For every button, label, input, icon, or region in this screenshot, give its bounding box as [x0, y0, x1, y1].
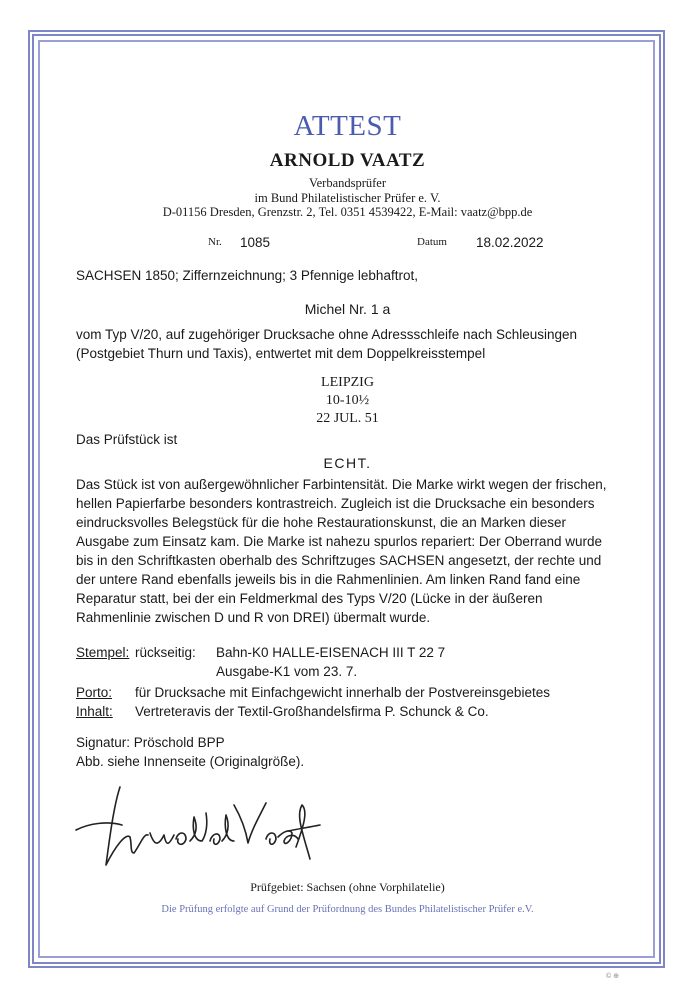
- michel-number: Michel Nr. 1 a: [304, 301, 391, 317]
- examiner-name: ARNOLD VAATZ: [269, 150, 426, 171]
- verdict-line: eindrucksvolles Belegstück für die hohe Restaurationskunst, die an Marken dieser: [76, 515, 567, 530]
- stempel-value-1: Bahn-K0 HALLE-EISENACH III T 22 7: [216, 645, 446, 660]
- porto-value: für Drucksache mit Einfachgewicht innerhalb der Postvereinsgebietes: [135, 685, 550, 700]
- copyright-mark: [606, 972, 619, 980]
- item-type-line: vom Typ V/20, auf zugehöriger Drucksache ohne Adressschleife nach Schleusingen: [76, 327, 578, 342]
- nr-value: 1085: [240, 235, 271, 250]
- nr-label: Nr.: [208, 236, 222, 248]
- verdict-line: hellen Papierfarbe besonders kontrastreich. Zugleich ist die Drucksache ein besonders: [76, 496, 595, 511]
- postmark-time: 10-10½: [325, 393, 370, 408]
- stempel-label: Stempel:: [76, 645, 130, 660]
- inhalt-label: Inhalt:: [76, 704, 113, 719]
- verdict-line: bis in den Schriftkasten oberhalb des Schriftzuges SACHSEN angesetzt, der rechte und: [76, 553, 602, 568]
- verdict-line: Das Stück ist von außergewöhnlicher Farbintensität. Die Marke wirkt wegen der frischen,: [76, 477, 607, 492]
- verdict-line: der untere Rand ebenfalls jeweils bis in die Rahmenlinien. Am linken Rand fand eine: [76, 572, 581, 587]
- porto-label: Porto:: [76, 685, 113, 700]
- examiner-association: im Bund Philatelistischer Prüfer e. V.: [254, 191, 441, 205]
- item-description: SACHSEN 1850; Ziffernzeichnung; 3 Pfennige lebhaftrot,: [76, 268, 418, 283]
- datum-value: 18.02.2022: [476, 235, 544, 250]
- examiner-address: D-01156 Dresden, Grenzstr. 2, Tel. 0351 4539422, E-Mail: vaatz@bpp.de: [162, 205, 533, 219]
- handwritten-signature: [70, 775, 330, 875]
- verdict-intro: Das Prüfstück ist: [76, 432, 178, 447]
- verdict-line: Ausgabe zum Einsatz kam. Die Marke ist nahezu spurlos repariert: Der Oberrand wurde: [76, 534, 602, 549]
- pruefgebiet: Prüfgebiet: Sachsen (ohne Vorphilatelie): [250, 880, 445, 894]
- item-cancel-line: (Postgebiet Thurn und Taxis), entwertet mit dem Doppelkreisstempel: [76, 346, 486, 361]
- stempel-value-2: Ausgabe-K1 vom 23. 7.: [216, 664, 358, 679]
- signatur-line: Signatur: Pröschold BPP: [76, 735, 225, 750]
- examiner-role: Verbandsprüfer: [308, 176, 387, 190]
- postmark-date: 22 JUL. 51: [316, 411, 379, 426]
- certificate-title: ATTEST: [293, 110, 402, 142]
- stempel-side: rückseitig:: [135, 645, 196, 660]
- verdict-line: Reparatur statt, bei der ein Feldmerkmal des Typs V/20 (Lücke in der äußeren: [76, 591, 543, 606]
- copyright-icon: © ⊕: [606, 973, 619, 980]
- verdict-line: Rahmenlinie zwischen D und R von DREI) übermalt wurde.: [76, 610, 431, 625]
- datum-label: Datum: [417, 236, 447, 248]
- postmark-city: LEIPZIG: [321, 375, 374, 390]
- verdict-result: ECHT.: [323, 455, 372, 471]
- abbildung-line: Abb. siehe Innenseite (Originalgröße).: [76, 754, 305, 769]
- inhalt-value: Vertreteravis der Textil-Großhandelsfirma P. Schunck & Co.: [135, 704, 489, 719]
- verdict-text: [76, 475, 606, 627]
- footer-note: Die Prüfung erfolgte auf Grund der Prüfordnung des Bundes Philatelistischer Prüfer e.V.: [161, 904, 534, 915]
